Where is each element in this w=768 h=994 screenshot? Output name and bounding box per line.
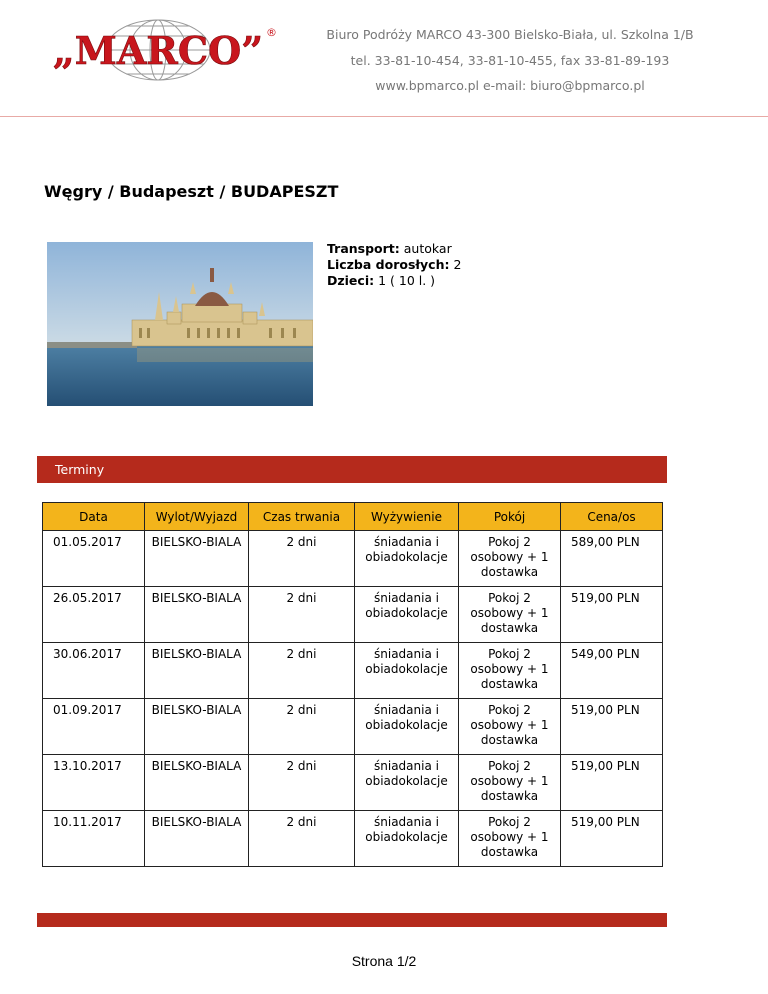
col-header-wylot: Wylot/Wyjazd: [145, 503, 249, 531]
svg-text:„MARCO”: „MARCO”: [52, 28, 264, 73]
cell-departure: BIELSKO-BIALA: [145, 587, 249, 643]
table-row: [43, 643, 663, 699]
table-row: [43, 531, 663, 587]
table-row: [43, 699, 663, 755]
cell-duration: 2 dni: [249, 587, 355, 643]
children-value: 1 ( 10 l. ): [378, 273, 436, 288]
marco-logo: [38, 18, 278, 82]
cell-duration: 2 dni: [249, 755, 355, 811]
page-title: Węgry / Budapeszt / BUDAPESZT: [44, 182, 339, 201]
cell-board: śniadania i obiadokolacje: [355, 531, 459, 587]
cell-price: 519,00 PLN: [561, 811, 663, 867]
table-row: [43, 755, 663, 811]
col-header-pokoj: Pokój: [459, 503, 561, 531]
cell-departure: BIELSKO-BIALA: [145, 811, 249, 867]
page-number: Strona 1/2: [351, 953, 417, 969]
cell-duration: 2 dni: [249, 699, 355, 755]
cell-price: 519,00 PLN: [561, 699, 663, 755]
cell-departure: BIELSKO-BIALA: [145, 531, 249, 587]
cell-date: 26.05.2017: [43, 587, 145, 643]
adults-value: 2: [453, 257, 462, 272]
terms-table: [42, 502, 663, 867]
children-label: Dzieci:: [327, 273, 375, 288]
col-header-cena: Cena/os: [561, 503, 663, 531]
col-header-czas: Czas trwania: [249, 503, 355, 531]
destination-photo: [47, 242, 313, 406]
adults-label: Liczba dorosłych:: [327, 257, 450, 272]
cell-price: 589,00 PLN: [561, 531, 663, 587]
cell-departure: BIELSKO-BIALA: [145, 699, 249, 755]
cell-date: 10.11.2017: [43, 811, 145, 867]
cell-duration: 2 dni: [249, 643, 355, 699]
cell-room: Pokoj 2 osobowy + 1 dostawka: [459, 699, 561, 755]
cell-board: śniadania i obiadokolacje: [355, 699, 459, 755]
table-row: [43, 587, 663, 643]
cell-duration: 2 dni: [249, 531, 355, 587]
transport-line: [327, 241, 461, 257]
header-divider: [0, 116, 768, 117]
svg-text:®: ®: [266, 26, 277, 39]
cell-date: 01.05.2017: [43, 531, 145, 587]
cell-departure: BIELSKO-BIALA: [145, 643, 249, 699]
cell-board: śniadania i obiadokolacje: [355, 811, 459, 867]
cell-departure: BIELSKO-BIALA: [145, 755, 249, 811]
table-row: [43, 811, 663, 867]
table-header-row: [43, 503, 663, 531]
contact-address: Biuro Podróży MARCO 43-300 Bielsko-Biała, ul. Szkolna 1/B: [326, 27, 694, 42]
section-title: Terminy: [55, 462, 105, 477]
cell-date: 30.06.2017: [43, 643, 145, 699]
cell-room: Pokoj 2 osobowy + 1 dostawka: [459, 643, 561, 699]
cell-board: śniadania i obiadokolacje: [355, 643, 459, 699]
col-header-wyzywienie: Wyżywienie: [355, 503, 459, 531]
cell-price: 549,00 PLN: [561, 643, 663, 699]
cell-room: Pokoj 2 osobowy + 1 dostawka: [459, 531, 561, 587]
section-bar-terminy: [37, 456, 667, 483]
trip-info: [327, 241, 461, 289]
cell-board: śniadania i obiadokolacje: [355, 587, 459, 643]
cell-duration: 2 dni: [249, 811, 355, 867]
children-line: [327, 273, 461, 289]
transport-value: autokar: [403, 241, 452, 256]
adults-line: [327, 257, 461, 273]
cell-room: Pokoj 2 osobowy + 1 dostawka: [459, 811, 561, 867]
col-header-data: Data: [43, 503, 145, 531]
cell-date: 01.09.2017: [43, 699, 145, 755]
cell-date: 13.10.2017: [43, 755, 145, 811]
cell-price: 519,00 PLN: [561, 755, 663, 811]
contact-web-email: www.bpmarco.pl e-mail: biuro@bpmarco.pl: [375, 78, 645, 93]
cell-room: Pokoj 2 osobowy + 1 dostawka: [459, 755, 561, 811]
cell-room: Pokoj 2 osobowy + 1 dostawka: [459, 587, 561, 643]
bottom-bar: [37, 913, 667, 927]
transport-label: Transport:: [327, 241, 400, 256]
cell-board: śniadania i obiadokolacje: [355, 755, 459, 811]
contact-phones: tel. 33-81-10-454, 33-81-10-455, fax 33-81-89-193: [350, 53, 670, 68]
cell-price: 519,00 PLN: [561, 587, 663, 643]
